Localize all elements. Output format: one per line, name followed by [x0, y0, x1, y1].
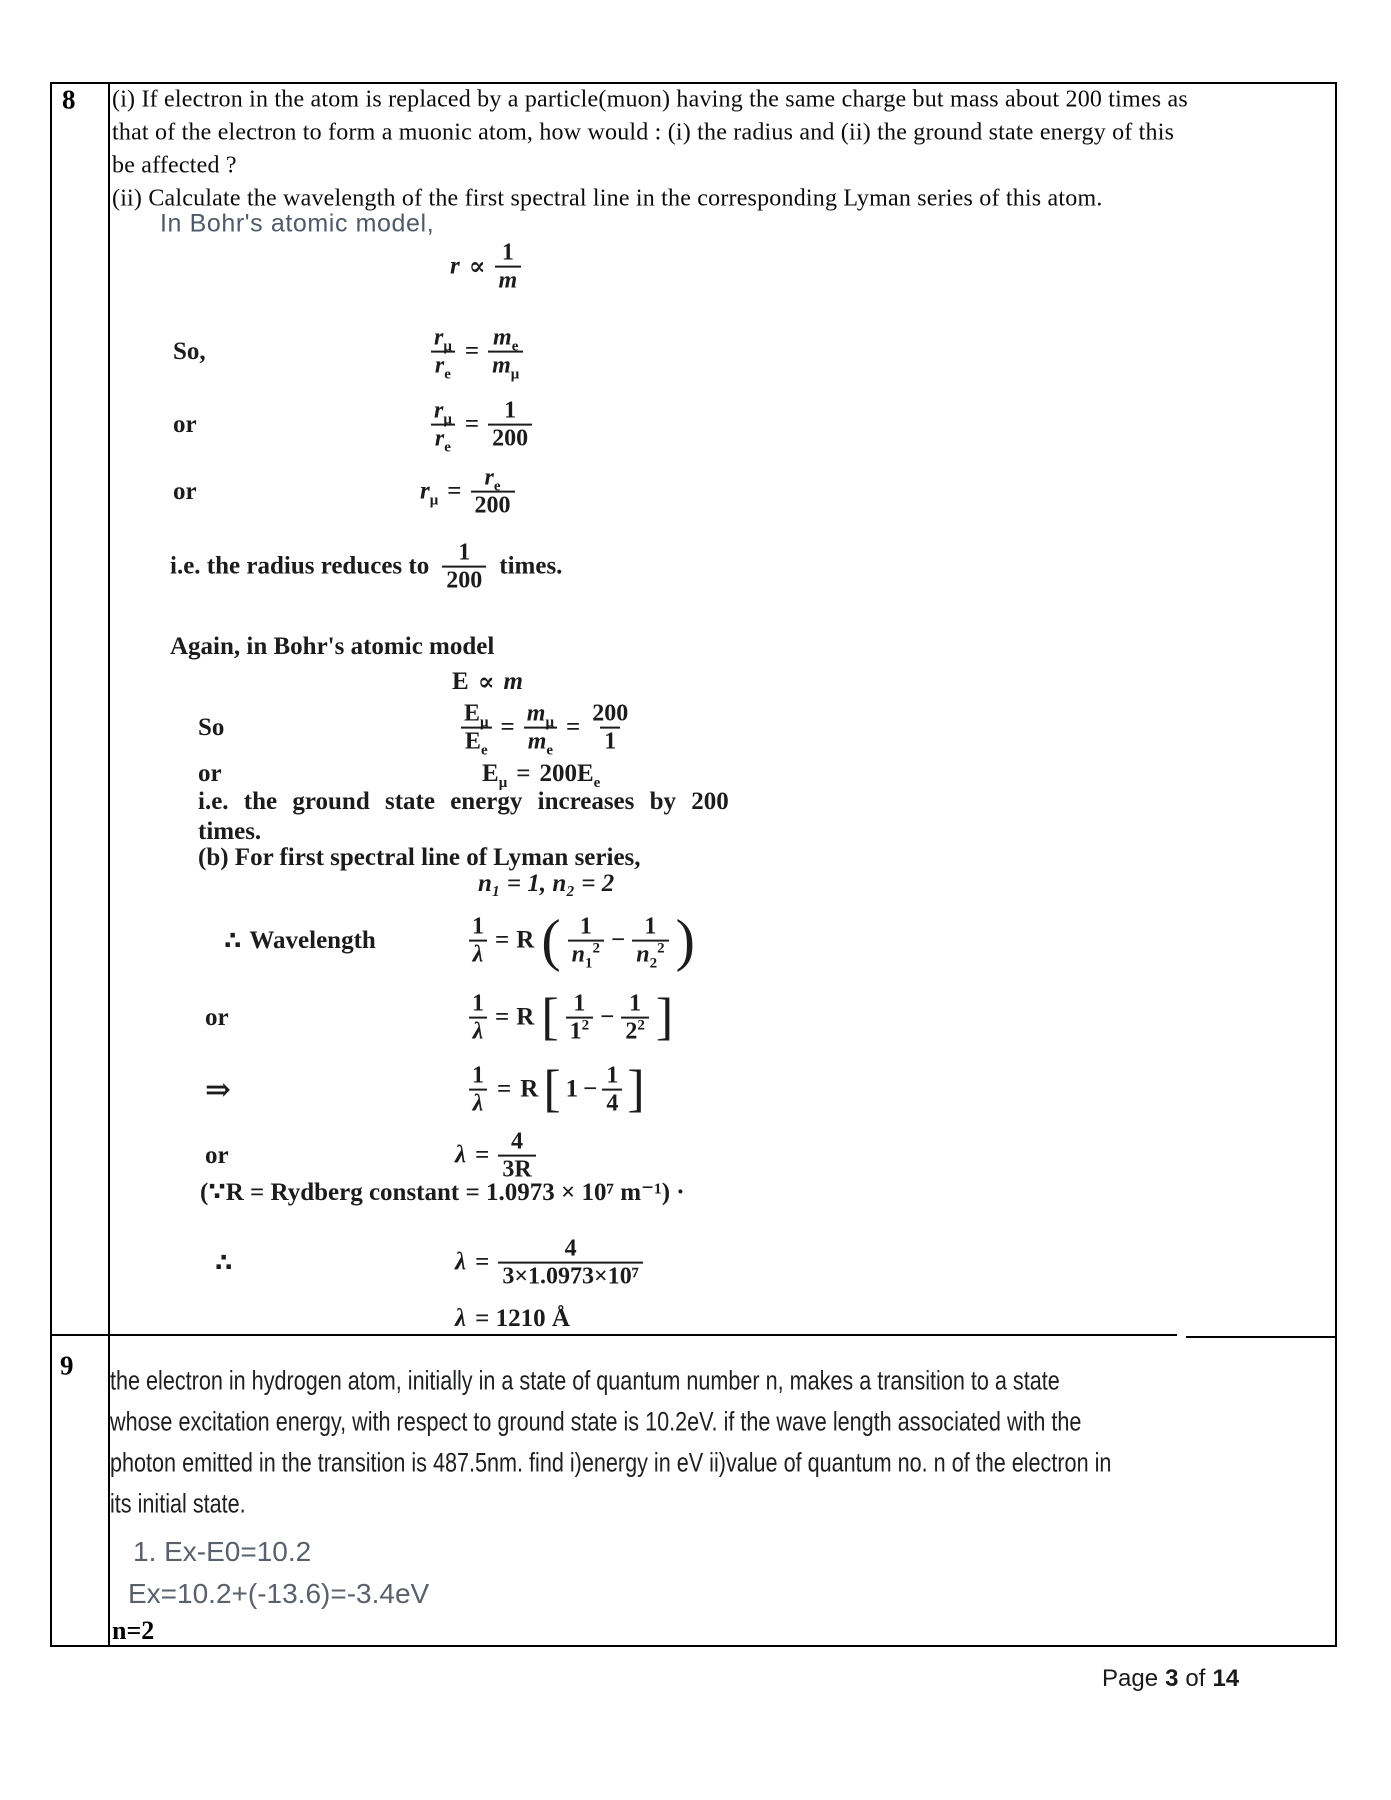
- fraction: 1 $n_1^2$: [568, 914, 604, 969]
- therefore-symbol: ∴: [215, 1250, 233, 1277]
- var-lambda: λ: [455, 1305, 467, 1332]
- question-9-text-line: its initial state.: [110, 1488, 246, 1519]
- minus: −: [611, 927, 626, 954]
- fraction: $\frac{1}{4}$: [602, 1063, 622, 1118]
- formula-energy-proportional-mass: [452, 667, 523, 697]
- formula-rydberg-general: $\frac{1}{\lambda}$ = R ( 1 $n_1^2$ − $\frac{1}{n_2^2}$ ): [468, 914, 695, 969]
- step-label: or: [205, 1142, 229, 1169]
- var-R: R: [516, 927, 535, 954]
- equals: =: [447, 478, 462, 505]
- formula-r-proportional-inverse-mass: [450, 240, 521, 295]
- equals: =: [500, 714, 515, 741]
- solution-intro: In Bohr's atomic model,: [160, 209, 435, 238]
- wavelength-label: ∴ Wavelength: [224, 927, 376, 955]
- value-200Ee: $200E_e$: [539, 760, 601, 791]
- equals: =: [495, 1004, 510, 1031]
- fraction: $\frac{E_\mu}{E_e}$: [460, 701, 493, 756]
- proportional-symbol: ∝: [468, 254, 486, 281]
- fraction: $\frac{r_e}{200}$: [471, 465, 515, 520]
- step-label: So: [198, 714, 225, 741]
- conclusion-energy: i.e. the ground state energy increases by 200: [198, 788, 729, 815]
- footer-page-number: 3: [1165, 1665, 1179, 1692]
- q9-solution-line: 1. Ex-E0=10.2: [133, 1536, 312, 1567]
- fraction: $\frac{4}{\text{3×1.0973×10⁷}}$: [498, 1236, 643, 1291]
- formula-lambda-43R: [455, 1129, 536, 1184]
- question-8-text-line: that of the electron to form a muonic atom, how would : (i) the radius and (ii) the ground state energy of this: [112, 119, 1175, 146]
- formula-rydberg-substituted: $\frac{1}{\lambda}$ = R [ 1 $1^2$ − $\frac{1}{2^2}$ ]: [468, 991, 673, 1046]
- step-label: or: [173, 411, 197, 438]
- formula-radius-ratio: [430, 324, 523, 383]
- section-text: Again, in Bohr's atomic model: [170, 633, 495, 660]
- footer-total-pages: 14: [1212, 1665, 1240, 1692]
- equals: =: [464, 338, 480, 365]
- row-divider: [50, 1334, 1177, 1336]
- fraction: $\frac{1}{200}$: [488, 398, 532, 453]
- var-r-mu: $r_\mu$: [420, 478, 439, 509]
- proportional-symbol: ∝: [477, 669, 495, 696]
- question-9-text-line: whose excitation energy, with respect to ground state is 10.2eV. if the wave length associated with the: [110, 1406, 1082, 1437]
- times-word: times.: [499, 553, 563, 580]
- fraction: $\frac{r_\mu}{r_e}$: [430, 398, 456, 453]
- equals: =: [475, 1249, 490, 1276]
- formula-quantum-numbers: n₁ = 1, n₂ = 2: [478, 870, 615, 897]
- implies-symbol: ⇒: [205, 1072, 231, 1107]
- var-r: r: [450, 253, 460, 280]
- var-lambda: λ: [455, 1142, 467, 1169]
- fraction: $\frac{r_\mu}{r_e}$: [430, 325, 456, 380]
- value-one: 1: [565, 1076, 579, 1103]
- equals: =: [475, 1142, 490, 1169]
- question-9-text-line: photon emitted in the transition is 487.5nm. find i)energy in eV ii)value of quantum no. n of the electron in: [110, 1447, 1112, 1478]
- fraction: $\frac{1}{\lambda}$: [468, 991, 488, 1046]
- conclusion-energy-cont: times.: [198, 818, 262, 845]
- fraction: $\frac{1}{\lambda}$: [468, 914, 488, 969]
- question-8-text-line: be affected ?: [112, 152, 237, 179]
- formula-radius-ratio-value: [430, 397, 532, 456]
- row-divider-right-segment: [1186, 1336, 1337, 1338]
- equals: =: [516, 760, 531, 787]
- question-8-text-line: (i) If electron in the atom is replaced by a particle(muon) having the same charge but mass about 200 times as: [112, 86, 1188, 113]
- fraction: $\frac{1}{n_2^2}$: [632, 914, 668, 969]
- step-label: or: [205, 1004, 229, 1031]
- conclusion-radius: [170, 540, 562, 595]
- step-label: So,: [173, 338, 206, 365]
- formula-muon-energy: [482, 760, 601, 791]
- fraction: $\frac{m_e}{m_\mu}$: [488, 325, 523, 380]
- part-b-heading: (b) For first spectral line of Lyman series,: [198, 844, 641, 871]
- question-9-number: 9: [60, 1350, 74, 1381]
- formula-energy-ratio: [460, 700, 632, 759]
- step-label: or: [173, 478, 197, 505]
- equals: =: [495, 927, 510, 954]
- rydberg-constant-note: (∵R = Rydberg constant = 1.0973 × 10⁷ m⁻¹) ·: [200, 1179, 685, 1206]
- formula-simplified: $\frac{1}{\lambda}$ = R [ 1 − $\frac{1}{4}$ ]: [468, 1063, 645, 1118]
- var-m: m: [503, 668, 523, 695]
- var-R: R: [516, 1004, 535, 1031]
- minus: −: [600, 1004, 615, 1031]
- equals: =: [464, 411, 480, 438]
- fraction: 1 m: [495, 240, 522, 295]
- formula-lambda-result: [455, 1305, 570, 1333]
- q9-solution-line: Ex=10.2+(-13.6)=-3.4eV: [128, 1578, 430, 1609]
- var-lambda: λ: [455, 1249, 467, 1276]
- fraction: $\frac{200}{1}$: [592, 700, 629, 755]
- fraction: $\frac{1}{\lambda}$: [468, 1063, 488, 1118]
- equals: =: [497, 1076, 512, 1103]
- step-label: or: [198, 760, 222, 787]
- minus: −: [583, 1076, 598, 1103]
- fraction: 1 $1^2$: [566, 991, 594, 1046]
- var-R: R: [520, 1076, 539, 1103]
- footer-of-label: of: [1185, 1665, 1206, 1692]
- equals: =: [565, 714, 581, 741]
- question-8-text-line: (ii) Calculate the wavelength of the first spectral line in the corresponding Lyman series of this atom.: [112, 185, 1103, 212]
- q9-answer: n=2: [112, 1616, 155, 1645]
- footer-page-label: Page: [1102, 1665, 1159, 1692]
- therefore-symbol: ∴: [224, 928, 242, 955]
- fraction: 1 200: [442, 540, 486, 595]
- question-8-number: 8: [62, 84, 76, 115]
- var-E: E: [452, 668, 469, 695]
- page-footer: [1102, 1665, 1239, 1693]
- fraction: $\frac{m_\mu}{m_e}$: [523, 701, 558, 756]
- formula-muon-radius: [420, 465, 515, 520]
- formula-lambda-numeric: [455, 1236, 643, 1291]
- question-9-text-line: the electron in hydrogen atom, initially in a state of quantum number n, makes a transition to a state: [110, 1365, 1060, 1396]
- fraction: $\frac{4}{3R}$: [498, 1129, 535, 1184]
- result-value: = 1210 Å: [475, 1305, 570, 1332]
- var-E-mu: $E_\mu$: [482, 760, 508, 791]
- conclusion-text: i.e. the radius reduces to: [170, 553, 430, 580]
- fraction: $\frac{1}{2^2}$: [621, 991, 649, 1046]
